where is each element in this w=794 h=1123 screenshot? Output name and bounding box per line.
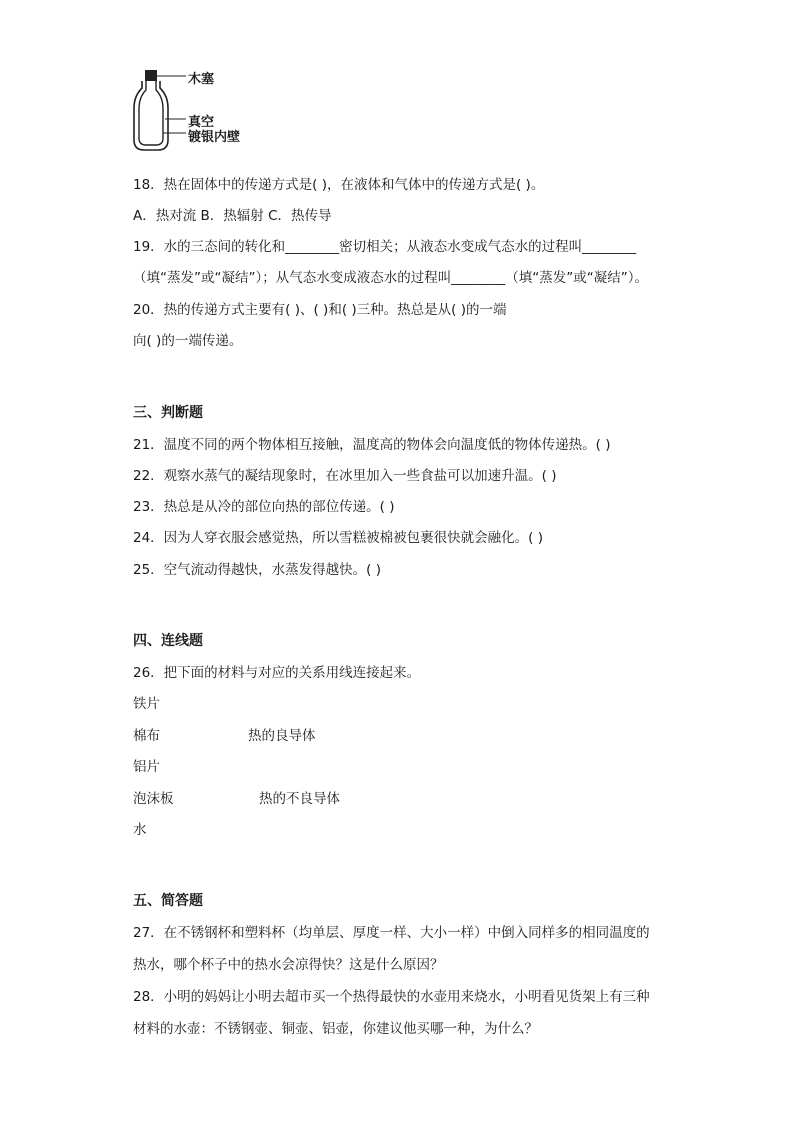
label-stopper: 木塞 bbox=[188, 72, 215, 87]
question-27-line-1: 27．在不锈钢杯和塑料杯（均单层、厚度一样、大小一样）中倒入同样多的相同温度的 bbox=[133, 925, 650, 941]
question-23: 23．热总是从冷的部位向热的部位传递。( ) bbox=[133, 499, 395, 515]
question-26: 26．把下面的材料与对应的关系用线连接起来。 bbox=[133, 665, 421, 681]
material-water: 水 bbox=[133, 822, 147, 838]
label-vacuum: 真空 bbox=[188, 115, 215, 130]
question-24: 24．因为人穿衣服会感觉热，所以雪糕被棉被包裹很快就会融化。( ) bbox=[133, 530, 544, 546]
material-cotton: 棉布 bbox=[133, 728, 160, 744]
question-18-options: A．热对流 B．热辐射 C．热传导 bbox=[133, 208, 332, 224]
section-3-title: 三、判断题 bbox=[133, 405, 203, 421]
material-aluminum: 铝片 bbox=[133, 759, 160, 775]
material-foam-board: 泡沫板 bbox=[133, 791, 174, 807]
section-5-title: 五、简答题 bbox=[133, 893, 203, 909]
question-19-line-1: 19．水的三态间的转化和________密切相关；从液态水变成气态水的过程叫________ bbox=[133, 239, 637, 255]
question-28-line-1: 28．小明的妈妈让小明去超市买一个热得最快的水壶用来烧水，小明看见货架上有三种 bbox=[133, 989, 650, 1005]
question-18: 18．热在固体中的传递方式是( )，在液体和气体中的传递方式是( )。 bbox=[133, 177, 545, 193]
material-iron: 铁片 bbox=[133, 696, 160, 712]
question-20-line-2: 向( )的一端传递。 bbox=[133, 333, 243, 349]
question-21: 21．温度不同的两个物体相互接触，温度高的物体会向温度低的物体传递热。( ) bbox=[133, 437, 611, 453]
section-4-title: 四、连线题 bbox=[133, 633, 203, 649]
question-19-line-2: （填“蒸发”或“凝结”）；从气态水变成液态水的过程叫________（填“蒸发”或“凝结”）。 bbox=[133, 270, 648, 286]
question-28-line-2: 材料的水壶：不锈钢壶、铜壶、铝壶，你建议他买哪一种，为什么？ bbox=[133, 1021, 538, 1037]
question-25: 25．空气流动得越快，水蒸发得越快。( ) bbox=[133, 562, 382, 578]
property-poor-conductor: 热的不良导体 bbox=[259, 791, 340, 807]
property-good-conductor: 热的良导体 bbox=[248, 728, 316, 744]
question-20-line-1: 20．热的传递方式主要有( )、( )和( )三种。热总是从( )的一端 bbox=[133, 302, 507, 318]
question-27-line-2: 热水，哪个杯子中的热水会凉得快？这是什么原因？ bbox=[133, 957, 444, 973]
thermos-diagram bbox=[128, 66, 268, 156]
question-22: 22．观察水蒸气的凝结现象时，在冰里加入一些食盐可以加速升温。( ) bbox=[133, 468, 557, 484]
label-silvered-wall: 镀银内壁 bbox=[188, 130, 241, 145]
